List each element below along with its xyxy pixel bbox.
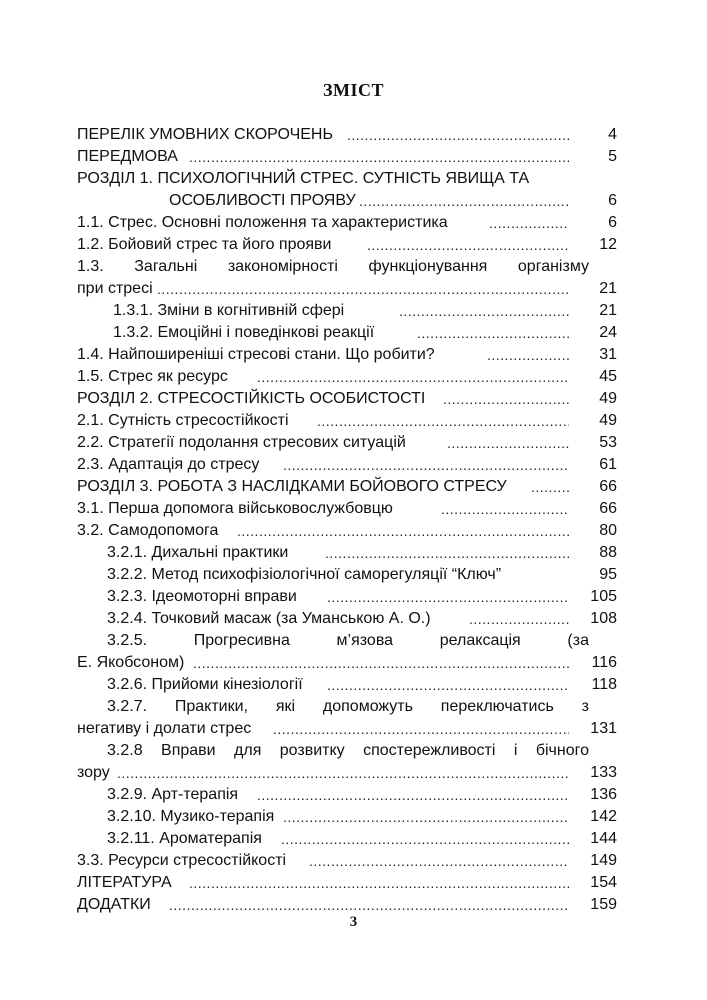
toc-entry-text: 1.4. Найпоширеніші стресові стани. Що робити? [77,344,437,366]
toc-entry-text: РОЗДІЛ 2. СТРЕСОСТІЙКІСТЬ ОСОБИСТОСТІ [77,388,427,410]
toc-entry-page: 4 [608,126,617,143]
toc-leader [399,300,569,322]
toc-entry-text: 2.3. Адаптація до стресу [77,454,261,476]
toc-entry [77,498,617,520]
toc-entry-page: 133 [590,764,617,781]
page-number: 3 [349,914,358,930]
toc-entry-page: 105 [590,588,617,605]
toc-entry-text: 1.5. Стрес як ресурс [77,366,230,388]
toc-entry-text: ОСОБЛИВОСТІ ПРОЯВУ [169,190,358,212]
toc-entry [77,564,617,586]
toc-entry [77,322,617,344]
toc-entry [77,608,617,630]
toc-entry-page: 12 [599,236,617,253]
toc-entry-page: 21 [599,302,617,319]
toc-entry [77,476,617,498]
toc-leader [325,542,569,564]
toc-entry-text: 1.1. Стрес. Основні положення та характеристика [77,212,450,234]
toc-entry-page: 49 [599,390,617,407]
toc-entry [77,454,617,476]
table-of-contents [77,124,617,916]
toc-leader [327,674,569,696]
toc-leader [487,344,569,366]
toc-entry-text: РОЗДІЛ 3. РОБОТА З НАСЛІДКАМИ БОЙОВОГО СТРЕСУ [77,476,509,498]
toc-entry-text: 2.2. Стратегії подолання стресових ситуацій [77,432,408,454]
toc-leader [489,212,569,234]
toc-entry-text: при стресі [77,278,155,300]
toc-entry [77,300,617,322]
toc-entry-text: ДОДАТКИ [77,894,153,916]
toc-entry-page: 95 [599,566,617,583]
toc-entry-line1: 3.2.7. Практики, які допоможуть переключатись з [107,698,589,715]
toc-entry-page: 154 [590,874,617,891]
toc-entry-page: 24 [599,324,617,341]
toc-entry-line1: 3.2.5. Прогресивна м’язова релаксація (за [107,632,589,649]
toc-entry [77,278,617,300]
toc-entry [77,586,617,608]
toc-entry-page: 144 [590,830,617,847]
toc-entry-page: 49 [599,412,617,429]
toc-leader [469,608,569,630]
toc-entry-page: 53 [599,434,617,451]
toc-entry-page: 6 [608,192,617,209]
toc-entry-line1: РОЗДІЛ 1. ПСИХОЛОГІЧНИЙ СТРЕС. СУТНІСТЬ ЯВИЩА ТА [77,170,530,187]
toc-entry-page: 6 [608,214,617,231]
toc-entry-line1: 3.2.8 Вправи для розвитку спостережливості і бічного [107,742,589,759]
toc-leader [257,784,569,806]
toc-leader [309,850,569,872]
toc-entry-text: 3.2.10. Музико-терапія [107,806,276,828]
toc-entry-page: 88 [599,544,617,561]
toc-entry-text: 3.1. Перша допомога військовослужбовцю [77,498,395,520]
toc-entry [77,388,617,410]
toc-entry-text: 3.3. Ресурси стресостійкості [77,850,288,872]
toc-leader [117,762,569,784]
toc-entry-text: ПЕРЕДМОВА [77,146,180,168]
toc-entry [77,366,617,388]
toc-entry-text: 3.2.6. Прийоми кінезіології [107,674,305,696]
toc-leader [441,498,569,520]
toc-entry [77,212,617,234]
toc-leader [367,234,569,256]
toc-entry-text: 2.1. Сутність стресостійкості [77,410,291,432]
toc-entry-page: 31 [599,346,617,363]
toc-leader [257,366,569,388]
toc-entry-line1: 1.3. Загальні закономірності функціонування організму [77,258,589,275]
toc-entry-page: 45 [599,368,617,385]
toc-entry-page: 136 [590,786,617,803]
toc-entry-text: 3.2.9. Арт-терапія [107,784,240,806]
toc-entry [77,762,617,784]
toc-entry-text: 3.2.2. Метод психофізіологічної саморегуляції “Ключ” [107,564,503,586]
toc-entry-page: 142 [590,808,617,825]
toc-leader [447,432,569,454]
toc-entry [77,718,617,740]
toc-entry-text: ПЕРЕЛІК УМОВНИХ СКОРОЧЕНЬ [77,124,335,146]
toc-entry-text: 1.3.2. Емоційні і поведінкові реакції [113,322,376,344]
toc-entry-page: 131 [590,720,617,737]
toc-entry-text: 3.2. Самодопомога [77,520,220,542]
toc-leader [283,806,569,828]
toc-leader [169,894,569,916]
page-title: ЗМІСТ [323,80,384,100]
toc-leader [283,454,569,476]
toc-leader [531,476,569,498]
toc-entry [77,894,617,916]
toc-entry [77,124,617,146]
toc-leader [189,146,569,168]
toc-entry-text: ЛІТЕРАТУРА [77,872,174,894]
toc-entry-page: 5 [608,148,617,165]
toc-entry-text: 1.3.1. Зміни в когнітивній сфері [113,300,346,322]
toc-entry [77,806,617,828]
toc-entry [77,146,617,168]
toc-entry [77,520,617,542]
toc-entry-page: 116 [591,654,617,671]
toc-entry-page: 108 [590,610,617,627]
toc-leader [273,718,569,740]
toc-entry-page: 80 [599,522,617,539]
toc-entry [77,872,617,894]
toc-entry [77,432,617,454]
toc-entry-text: Е. Якобсоном) [77,652,186,674]
toc-leader [317,410,569,432]
toc-leader [327,586,569,608]
toc-entry-text: зору [77,762,112,784]
toc-entry [77,542,617,564]
toc-leader [193,652,569,674]
toc-entry [77,190,617,212]
toc-entry-page: 159 [590,896,617,913]
toc-leader [417,322,569,344]
toc-leader [237,520,569,542]
toc-leader [189,872,569,894]
toc-leader [443,388,569,410]
toc-leader [157,278,569,300]
toc-entry-text: 3.2.3. Ідеомоторні вправи [107,586,299,608]
toc-entry [77,234,617,256]
toc-entry [77,784,617,806]
toc-entry-page: 66 [599,478,617,495]
toc-entry-text: 3.2.4. Точковий масаж (за Уманською А. О.) [107,608,433,630]
toc-entry-text: 3.2.11. Ароматерапія [107,828,264,850]
toc-leader [281,828,569,850]
toc-leader [359,190,569,212]
toc-entry [77,850,617,872]
toc-entry [77,344,617,366]
toc-entry [77,410,617,432]
toc-entry [77,828,617,850]
toc-entry-text: негативу і долати стрес [77,718,253,740]
toc-entry-page: 61 [599,456,617,473]
toc-entry-page: 149 [590,852,617,869]
toc-entry-page: 21 [599,280,617,297]
toc-entry-text: 3.2.1. Дихальні практики [107,542,290,564]
toc-entry-text: 1.2. Бойовий стрес та його прояви [77,234,333,256]
toc-entry-page: 118 [591,676,617,693]
toc-entry-page: 66 [599,500,617,517]
toc-leader [347,124,569,146]
toc-entry [77,674,617,696]
toc-entry [77,652,617,674]
